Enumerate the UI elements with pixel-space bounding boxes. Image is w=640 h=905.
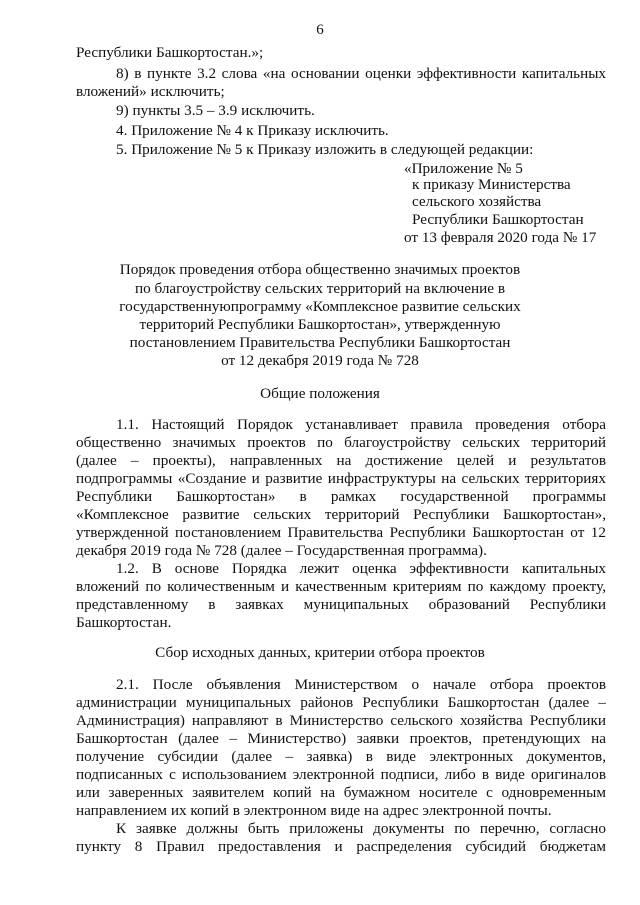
paragraph-line: К заявке должны быть приложены документы по перечню, согласно: [116, 820, 606, 837]
paragraph-line: утвержденной постановлением Правительства Республики Башкортостан от 12: [76, 524, 606, 541]
paragraph-line: 2.1. После объявления Министерством о начале отбора проектов: [116, 676, 606, 693]
doc-title-line: от 12 декабря 2019 года № 728: [221, 352, 419, 369]
doc-title-line: Порядок проведения отбора общественно значимых проектов: [119, 261, 521, 278]
section-title: Общие положения: [260, 385, 380, 402]
appendix-header-line: к приказу Министерства: [412, 176, 571, 193]
paragraph-line: подписанных с использованием электронной подписи, либо в виде оригиналов: [76, 766, 606, 783]
doc-title-line: постановлением Правительства Республики Башкортостан: [129, 334, 511, 351]
intro-line: Республики Башкортостан.»;: [76, 44, 264, 61]
appendix-header-line: сельского хозяйства: [412, 193, 542, 210]
paragraph-line: вложений по количественным и качественным критериям по каждому проекту,: [76, 578, 606, 595]
paragraph-line: или заверенных заявителем копий на бумажном носителе с одновременным: [76, 784, 606, 801]
intro-line: 9) пункты 3.5 – 3.9 исключить.: [116, 102, 315, 119]
appendix-header-line: «Приложение № 5: [404, 160, 523, 177]
intro-line: 5. Приложение № 5 к Приказу изложить в следующей редакции:: [116, 141, 534, 158]
paragraph-line: администрации муниципальных районов Республики Башкортостан (далее –: [76, 694, 606, 711]
page-number: 6: [316, 22, 324, 38]
doc-title-line: территорий Республики Башкортостан», утвержденную: [139, 316, 501, 333]
appendix-header-line: от 13 февраля 2020 года № 17: [404, 229, 597, 246]
paragraph-line: Башкортостан (далее – Министерство) заявки проектов, претендующих на: [76, 730, 606, 747]
paragraph-line: Башкортостан.: [76, 614, 172, 631]
intro-line: вложений» исключить;: [76, 83, 225, 100]
paragraph-line: 1.1. Настоящий Порядок устанавливает правила проведения отбора: [116, 416, 606, 433]
paragraph-line: общественно значимых проектов по благоустройству сельских территорий: [76, 434, 606, 451]
doc-title-line: по благоустройству сельских территорий на включение в: [134, 280, 506, 297]
paragraph-line: подпрограммы «Создание и развитие инфраструктуры на сельских территориях: [76, 470, 606, 487]
section-title: Сбор исходных данных, критерии отбора проектов: [155, 644, 485, 661]
paragraph-line: пункту 8 Правил предоставления и распределения субсидий бюджетам: [76, 838, 606, 855]
doc-title-line: государственнуюпрограмму «Комплексное развитие сельских: [119, 298, 521, 315]
paragraph-line: «Комплексное развитие сельских территорий Республики Башкортостан»,: [76, 506, 606, 523]
paragraph-line: 1.2. В основе Порядка лежит оценка эффективности капитальных: [116, 560, 606, 577]
paragraph-line: направлением их копий в электронном виде на адрес электронной почты.: [76, 802, 552, 819]
paragraph-line: получение субсидии (далее – заявка) в виде электронных документов,: [76, 748, 606, 765]
paragraph-line: представленному в заявках муниципальных образований Республики: [76, 596, 606, 613]
paragraph-line: Администрация) направляют в Министерство сельского хозяйства Республики: [76, 712, 606, 729]
paragraph-line: Республики Башкортостан» в рамках государственной программы: [76, 488, 606, 505]
intro-line: 8) в пункте 3.2 слова «на основании оценки эффективности капитальных: [116, 65, 606, 82]
paragraph-line: декабря 2019 года № 728 (далее – Государственная программа).: [76, 542, 487, 559]
intro-line: 4. Приложение № 4 к Приказу исключить.: [116, 122, 389, 139]
appendix-header-line: Республики Башкортостан: [412, 211, 584, 228]
paragraph-line: (далее – проекты), направленных на достижение целей и результатов: [76, 452, 606, 469]
